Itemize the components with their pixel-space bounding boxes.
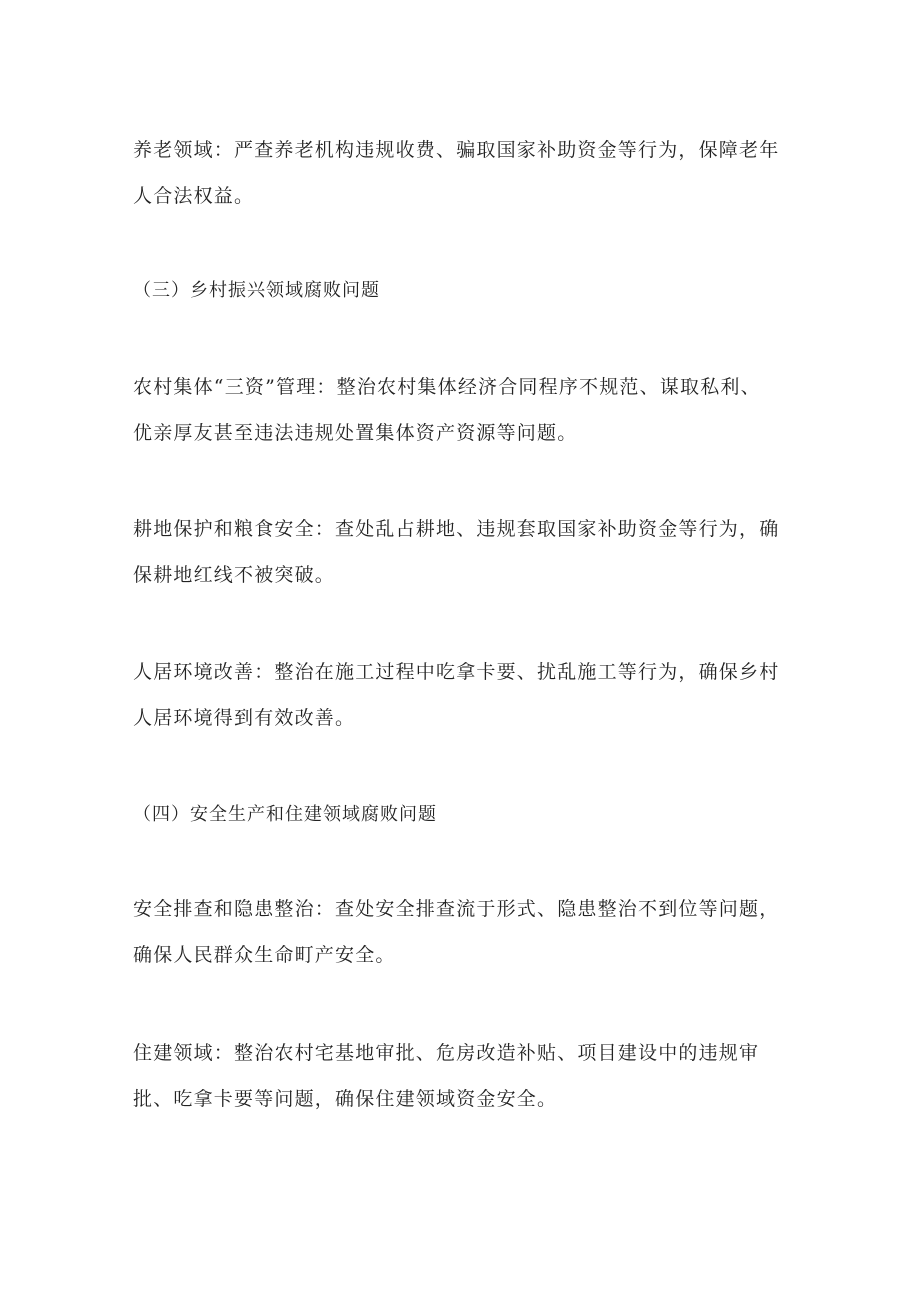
- paragraph-line: 安全排查和隐患整治：查处安全排查流于形式、隐患整治不到位等问题，: [133, 898, 780, 920]
- paragraph-line: 耕地保护和粮食安全：查处乱占耕地、违规套取国家补助资金等行为，确: [133, 518, 780, 540]
- paragraph-farmland-protection: [133, 506, 793, 598]
- paragraph-line: 保耕地红线不被突破。: [133, 564, 336, 586]
- paragraph-line: 确保人民群众生命町产安全。: [133, 944, 396, 966]
- paragraph-line: 住建领域：整治农村宅基地审批、危房改造补贴、项目建设中的违规审: [133, 1042, 760, 1064]
- section-heading-safety-construction: （四）安全生产和住建领域腐败问题: [133, 804, 437, 825]
- paragraph-line: 人居环境得到有效改善。: [133, 707, 356, 729]
- paragraph-line: 养老领域：严查养老机构违规收费、骗取国家补助资金等行为，保障老年: [133, 139, 780, 161]
- paragraph-collective-assets: [133, 364, 793, 456]
- paragraph-safety-inspection: [133, 886, 793, 978]
- section-heading-rural-revitalization: （三）乡村振兴领域腐败问题: [133, 280, 380, 301]
- paragraph-living-environment: [133, 649, 793, 741]
- paragraph-line: 优亲厚友甚至违法违规处置集体资产资源等问题。: [133, 422, 578, 444]
- paragraph-elderly-care: [133, 127, 793, 219]
- paragraph-line: 批、吃拿卡要等问题，确保住建领域资金安全。: [133, 1088, 558, 1110]
- paragraph-housing-construction: [133, 1030, 793, 1122]
- paragraph-line: 人合法权益。: [133, 185, 255, 207]
- paragraph-line: 农村集体“三资”管理：整治农村集体经济合同程序不规范、谋取私利、: [133, 376, 761, 398]
- paragraph-line: 人居环境改善：整治在施工过程中吃拿卡要、扰乱施工等行为，确保乡村: [133, 661, 780, 683]
